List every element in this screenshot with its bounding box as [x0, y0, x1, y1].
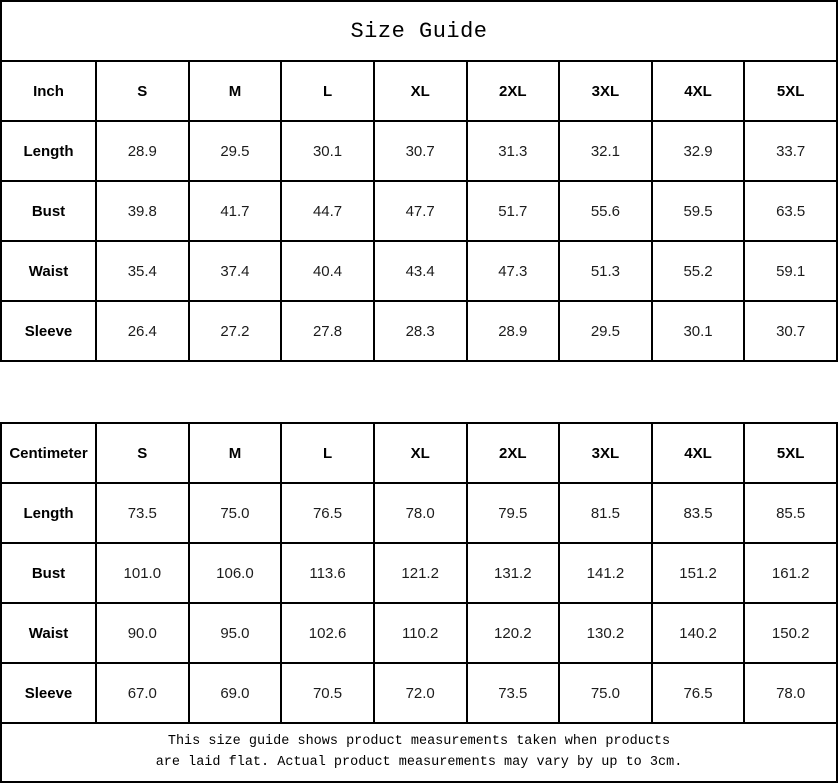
- table-gap-spacer: [0, 362, 838, 422]
- measurement-value-cell: 120.2: [467, 603, 560, 663]
- measurement-label-cell: Waist: [1, 241, 96, 301]
- measurement-value-cell: 44.7: [281, 181, 374, 241]
- measurement-label-cell: Bust: [1, 181, 96, 241]
- measurement-value-cell: 69.0: [189, 663, 282, 723]
- size-header-row: [1, 423, 837, 483]
- measurement-row: [1, 301, 837, 361]
- measurement-value-cell: 41.7: [189, 181, 282, 241]
- measurement-row: [1, 121, 837, 181]
- measurement-row: [1, 181, 837, 241]
- measurement-value-cell: 37.4: [189, 241, 282, 301]
- measurement-value-cell: 59.5: [652, 181, 745, 241]
- measurement-value-cell: 28.9: [96, 121, 189, 181]
- measurement-value-cell: 30.1: [652, 301, 745, 361]
- measurement-value-cell: 31.3: [467, 121, 560, 181]
- size-header-cell: 3XL: [559, 423, 652, 483]
- measurement-label-cell: Bust: [1, 543, 96, 603]
- measurement-value-cell: 55.2: [652, 241, 745, 301]
- measurement-value-cell: 106.0: [189, 543, 282, 603]
- measurement-value-cell: 32.9: [652, 121, 745, 181]
- measurement-value-cell: 30.7: [374, 121, 467, 181]
- size-header-cell: M: [189, 423, 282, 483]
- measurement-value-cell: 150.2: [744, 603, 837, 663]
- measurement-value-cell: 55.6: [559, 181, 652, 241]
- size-header-cell: 4XL: [652, 423, 745, 483]
- footer-note-line-2: are laid flat. Actual product measurements may vary by up to 3cm.: [155, 755, 683, 770]
- measurement-value-cell: 75.0: [559, 663, 652, 723]
- measurement-value-cell: 85.5: [744, 483, 837, 543]
- measurement-value-cell: 90.0: [96, 603, 189, 663]
- footer-note-line-1: This size guide shows product measurements taken when products: [167, 734, 671, 750]
- measurement-value-cell: 47.7: [374, 181, 467, 241]
- size-header-cell: 5XL: [744, 423, 837, 483]
- measurement-value-cell: 29.5: [189, 121, 282, 181]
- inch-size-table: [0, 60, 838, 362]
- page-title: Size Guide: [350, 18, 488, 44]
- measurement-value-cell: 32.1: [559, 121, 652, 181]
- measurement-row: [1, 241, 837, 301]
- measurement-value-cell: 27.8: [281, 301, 374, 361]
- measurement-value-cell: 47.3: [467, 241, 560, 301]
- size-header-row: [1, 61, 837, 121]
- measurement-value-cell: 73.5: [467, 663, 560, 723]
- size-header-cell: 3XL: [559, 61, 652, 121]
- size-header-cell: S: [96, 423, 189, 483]
- measurement-value-cell: 28.9: [467, 301, 560, 361]
- size-header-cell: L: [281, 423, 374, 483]
- measurement-value-cell: 33.7: [744, 121, 837, 181]
- measurement-value-cell: 140.2: [652, 603, 745, 663]
- measurement-value-cell: 95.0: [189, 603, 282, 663]
- measurement-value-cell: 27.2: [189, 301, 282, 361]
- measurement-row: [1, 543, 837, 603]
- measurement-value-cell: 73.5: [96, 483, 189, 543]
- measurement-value-cell: 78.0: [374, 483, 467, 543]
- measurement-value-cell: 121.2: [374, 543, 467, 603]
- measurement-value-cell: 67.0: [96, 663, 189, 723]
- measurement-value-cell: 40.4: [281, 241, 374, 301]
- measurement-value-cell: 76.5: [652, 663, 745, 723]
- measurement-label-cell: Waist: [1, 603, 96, 663]
- measurement-value-cell: 26.4: [96, 301, 189, 361]
- measurement-value-cell: 51.3: [559, 241, 652, 301]
- size-header-cell: 2XL: [467, 423, 560, 483]
- measurement-value-cell: 30.7: [744, 301, 837, 361]
- measurement-row: [1, 663, 837, 723]
- measurement-row: [1, 603, 837, 663]
- size-header-cell: 4XL: [652, 61, 745, 121]
- measurement-value-cell: 101.0: [96, 543, 189, 603]
- size-header-cell: M: [189, 61, 282, 121]
- measurement-value-cell: 43.4: [374, 241, 467, 301]
- footer-note: [0, 724, 838, 783]
- measurement-value-cell: 70.5: [281, 663, 374, 723]
- measurement-row: [1, 483, 837, 543]
- measurement-value-cell: 79.5: [467, 483, 560, 543]
- measurement-value-cell: 130.2: [559, 603, 652, 663]
- measurement-value-cell: 28.3: [374, 301, 467, 361]
- measurement-value-cell: 102.6: [281, 603, 374, 663]
- size-header-cell: XL: [374, 423, 467, 483]
- measurement-value-cell: 151.2: [652, 543, 745, 603]
- measurement-value-cell: 161.2: [744, 543, 837, 603]
- measurement-value-cell: 51.7: [467, 181, 560, 241]
- centimeter-size-table: [0, 422, 838, 724]
- size-guide-title-box: [0, 0, 838, 60]
- measurement-label-cell: Length: [1, 121, 96, 181]
- measurement-value-cell: 63.5: [744, 181, 837, 241]
- size-header-cell: 2XL: [467, 61, 560, 121]
- size-header-cell: S: [96, 61, 189, 121]
- measurement-value-cell: 75.0: [189, 483, 282, 543]
- size-header-cell: 5XL: [744, 61, 837, 121]
- measurement-value-cell: 141.2: [559, 543, 652, 603]
- measurement-value-cell: 110.2: [374, 603, 467, 663]
- measurement-label-cell: Sleeve: [1, 301, 96, 361]
- measurement-value-cell: 131.2: [467, 543, 560, 603]
- size-header-cell: XL: [374, 61, 467, 121]
- measurement-value-cell: 59.1: [744, 241, 837, 301]
- measurement-value-cell: 39.8: [96, 181, 189, 241]
- size-header-cell: L: [281, 61, 374, 121]
- measurement-value-cell: 78.0: [744, 663, 837, 723]
- measurement-value-cell: 29.5: [559, 301, 652, 361]
- measurement-value-cell: 30.1: [281, 121, 374, 181]
- measurement-value-cell: 76.5: [281, 483, 374, 543]
- measurement-value-cell: 113.6: [281, 543, 374, 603]
- measurement-value-cell: 81.5: [559, 483, 652, 543]
- measurement-value-cell: 72.0: [374, 663, 467, 723]
- measurement-value-cell: 35.4: [96, 241, 189, 301]
- measurement-label-cell: Sleeve: [1, 663, 96, 723]
- unit-label-cell: Centimeter: [1, 423, 96, 483]
- measurement-value-cell: 83.5: [652, 483, 745, 543]
- measurement-label-cell: Length: [1, 483, 96, 543]
- unit-label-cell: Inch: [1, 61, 96, 121]
